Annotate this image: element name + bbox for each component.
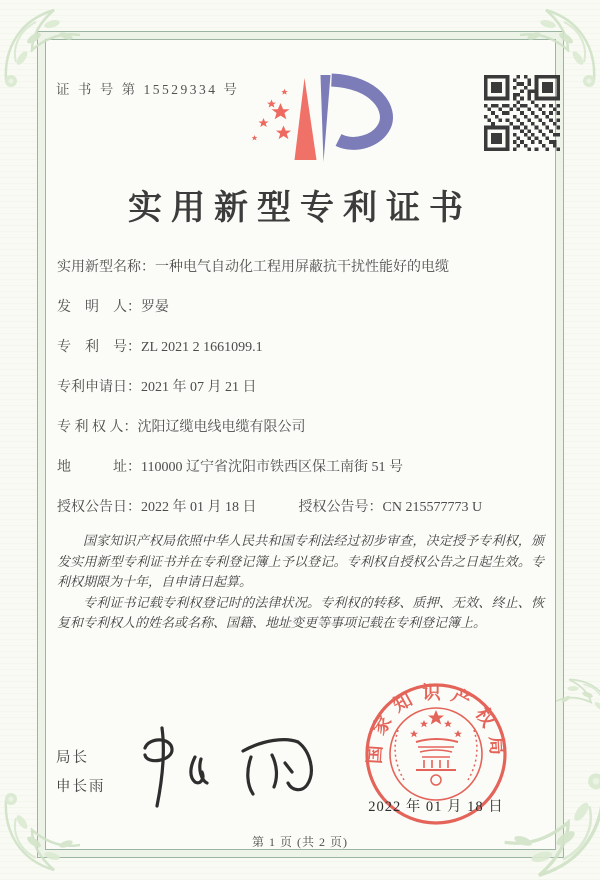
field-label: 实用新型名称： — [57, 260, 155, 275]
cnipa-logo-icon — [236, 70, 401, 170]
field-list — [57, 257, 550, 537]
certificate-number: 证 书 号 第 15529334 号 — [56, 82, 240, 97]
field-filing-date — [57, 377, 550, 398]
field-label: 专 利 号： — [57, 340, 141, 355]
field-label: 授权公告日： — [57, 500, 141, 515]
legal-paragraph-1: 国家知识产权局依照中华人民共和国专利法经过初步审查，决定授予专利权，颁发实用新型专利证书并在专利登记簿上予以登记。专利权自授权公告之日起生效。专利权期限为十年，自申请日起算。 — [57, 533, 544, 589]
field-patentee — [57, 417, 550, 438]
svg-text:国家知识产权局 — [364, 682, 507, 764]
field-label: 授权公告号： — [298, 500, 383, 515]
field-utility-model-name — [57, 257, 550, 278]
seal-date: 2022 年 01 月 18 日 — [368, 799, 504, 815]
field-label: 专 利 权 人： — [57, 420, 138, 435]
director-name: 申长雨 — [56, 779, 106, 795]
field-value: 2022 年 01 月 18 日 — [141, 500, 257, 515]
field-patent-number — [57, 337, 550, 358]
seal-ring-text: 国家知识产权局 — [365, 684, 507, 765]
field-value: 沈阳辽缆电线电缆有限公司 — [137, 420, 306, 435]
director-signature-icon — [135, 724, 330, 814]
legal-paragraph-2: 专利证书记载专利权登记时的法律状况。专利权的转移、质押、无效、终止、恢复和专利权人的姓名或名称、国籍、地址变更等事项记载在专利登记簿上。 — [57, 594, 544, 630]
director-title: 局长 — [56, 750, 89, 766]
field-value: CN 215577773 U — [382, 500, 483, 515]
field-inventor — [57, 297, 550, 318]
field-value: 罗晏 — [141, 300, 169, 315]
field-grant-number — [299, 497, 483, 518]
field-value: 一种电气自动化工程用屏蔽抗干扰性能好的电缆 — [155, 260, 449, 275]
field-value: 2021 年 07 月 21 日 — [141, 380, 257, 395]
qr-code — [484, 75, 560, 151]
page-title: 实用新型专利证书 — [128, 190, 472, 227]
field-value: 110000 辽宁省沈阳市铁西区保工南街 51 号 — [141, 460, 403, 475]
field-label: 地 址： — [57, 460, 141, 475]
legal-text — [57, 531, 544, 634]
field-grant-announcement — [57, 497, 550, 518]
field-address — [57, 457, 550, 478]
field-label: 发 明 人： — [57, 300, 141, 315]
page-number-indicator: 第 1 页 (共 2 页) — [252, 835, 348, 849]
signature-block — [56, 744, 106, 802]
field-label: 专利申请日： — [57, 380, 141, 395]
field-value: ZL 2021 2 1661099.1 — [141, 340, 263, 355]
